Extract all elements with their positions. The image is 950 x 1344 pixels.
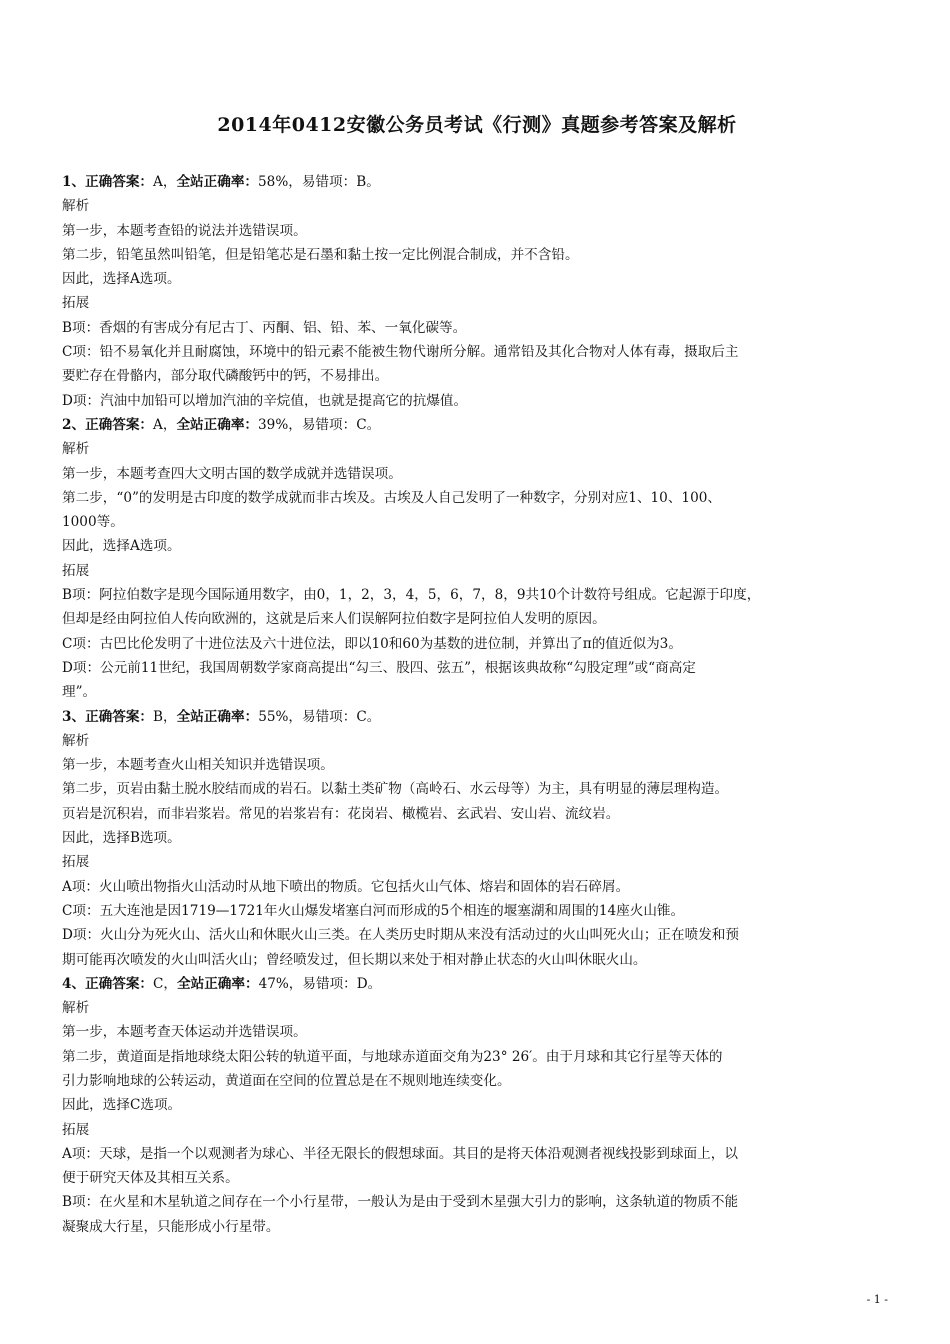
text-line: 第一步，本题考查铅的说法并选错误项。 (62, 222, 307, 239)
site-rate-label: 全站正确率： (177, 975, 259, 992)
question-block (62, 170, 892, 413)
text-line: D项：汽油中加铅可以增加汽油的辛烷值，也就是提高它的抗爆值。 (62, 392, 468, 409)
question-number: 3、 (62, 708, 86, 725)
question-block (62, 705, 892, 972)
question-block (62, 413, 892, 705)
site-rate-label: 全站正确率： (176, 708, 259, 725)
site-rate-value: 55%， (258, 708, 302, 725)
easy-wrong-label: 易错项： (302, 708, 357, 725)
page-title: 2014年0412安徽公务员考试《行测》真题参考答案及解析 (217, 114, 737, 136)
site-rate-value: 39%， (258, 416, 302, 433)
correct-answer-label: 正确答案： (85, 416, 154, 433)
text-line: 解析 (62, 198, 90, 215)
text-line: 引力影响地球的公转运动，黄道面在空间的位置总是在不规则地连续变化。 (62, 1072, 511, 1089)
text-line: A项：火山喷出物指火山活动时从地下喷出的物质。它包括火山气体、熔岩和固体的岩石碎屑。 (62, 878, 630, 895)
text-line: 理”。 (62, 684, 97, 701)
text-line: 解析 (62, 1000, 90, 1017)
text-line: 拓展 (62, 295, 90, 312)
text-line: 第一步，本题考查四大文明古国的数学成就并选错误项。 (62, 465, 402, 482)
correct-answer-label: 正确答案： (85, 708, 154, 725)
question-header (62, 705, 892, 729)
text-line: 第二步，黄道面是指地球绕太阳公转的轨道平面，与地球赤道面交角为23° 26′。由于月球和其它行星等天体的 (62, 1048, 723, 1065)
easy-wrong-value: B。 (356, 174, 380, 190)
question-header (62, 170, 892, 194)
text-line: 因此，选择A选项。 (62, 538, 181, 555)
question-block (62, 972, 892, 1239)
text-line: 拓展 (62, 562, 90, 579)
easy-wrong-label: 易错项： (302, 975, 357, 992)
text-line: 解析 (62, 732, 90, 749)
correct-answer-label: 正确答案： (85, 174, 154, 190)
text-line: 便于研究天体及其相互关系。 (62, 1170, 239, 1187)
easy-wrong-value: C。 (356, 708, 381, 725)
correct-answer-label: 正确答案： (85, 975, 154, 992)
text-line: 期可能再次喷发的火山叫活火山；曾经喷发过，但长期以来处于相对静止状态的火山叫休眠火山。 (62, 951, 647, 968)
question-number: 4、 (62, 975, 86, 992)
text-line: D项：公元前11世纪，我国周朝数学家商高提出“勾三、股四、弦五”，根据该典故称“勾股定理”或“商高定 (62, 659, 696, 676)
text-line: 第一步，本题考查天体运动并选错误项。 (62, 1024, 307, 1041)
text-line: A项：天球，是指一个以观测者为球心、半径无限长的假想球面。其目的是将天体沿观测者视线投影到球面上，以 (62, 1145, 738, 1162)
site-rate-value: 47%， (258, 975, 303, 992)
question-header (62, 413, 892, 437)
text-line: C项：古巴比伦发明了十进位法及六十进位法，即以10和60为基数的进位制，并算出了π的值近似为3。 (62, 635, 682, 652)
page-number: - 1 - (866, 1293, 888, 1306)
text-line: 拓展 (62, 1121, 90, 1138)
question-header (62, 972, 892, 996)
text-line: 第二步，铅笔虽然叫铅笔，但是铅笔芯是石墨和黏土按一定比例混合制成，并不含铅。 (62, 246, 579, 263)
correct-answer-value: C， (153, 975, 178, 992)
text-line: C项：五大连池是因1719—1721年火山爆发堵塞白河而形成的5个相连的堰塞湖和周围的14座火山锥。 (62, 902, 685, 919)
text-line: C项：铅不易氧化并且耐腐蚀，环境中的铅元素不能被生物代谢所分解。通常铅及其化合物对人体有毒，摄取后主 (62, 344, 739, 361)
text-line: 第二步，页岩由黏土脱水胶结而成的岩石。以黏土类矿物（高岭石、水云母等）为主，具有明显的薄层理构造。 (62, 781, 729, 798)
text-line: 因此，选择A选项。 (62, 271, 181, 288)
easy-wrong-label: 易错项： (301, 174, 357, 190)
text-line: B项：阿拉伯数字是现今国际通用数字，由0，1，2，3，4，5，6，7，8，9共10个计数符号组成。它起源于印度， (62, 587, 761, 604)
question-number: 1、 (62, 174, 86, 190)
correct-answer-value: B， (153, 708, 177, 725)
easy-wrong-value: C。 (356, 416, 381, 433)
easy-wrong-value: D。 (356, 975, 382, 992)
text-line: 第二步，“0”的发明是古印度的数学成就而非古埃及。古埃及人自己发明了一种数字，分别对应1、10、100、 (62, 489, 721, 506)
text-line: B项：香烟的有害成分有尼古丁、丙酮、铝、铅、苯、一氧化碳等。 (62, 319, 467, 336)
text-line: 第一步，本题考查火山相关知识并选错误项。 (62, 757, 334, 774)
text-line: 凝聚成大行星，只能形成小行星带。 (62, 1218, 280, 1235)
text-line: 1000等。 (62, 514, 124, 531)
question-number: 2、 (62, 416, 86, 433)
text-line: 但却是经由阿拉伯人传向欧洲的，这就是后来人们误解阿拉伯数字是阿拉伯人发明的原因。 (62, 611, 606, 628)
text-line: 拓展 (62, 854, 90, 871)
text-line: D项：火山分为死火山、活火山和休眠火山三类。在人类历史时期从来没有活动过的火山叫死火山；正在喷发和预 (62, 927, 739, 944)
easy-wrong-label: 易错项： (301, 416, 357, 433)
site-rate-label: 全站正确率： (176, 174, 259, 190)
text-line: B项：在火星和木星轨道之间存在一个小行星带，一般认为是由于受到木星强大引力的影响，这条轨道的物质不能 (62, 1194, 739, 1211)
site-rate-value: 58%， (258, 174, 302, 190)
text-line: 因此，选择C选项。 (62, 1097, 182, 1114)
text-line: 要贮存在骨骼内，部分取代磷酸钙中的钙，不易排出。 (62, 368, 389, 385)
answer-list (62, 170, 892, 1239)
text-line: 因此，选择B选项。 (62, 830, 181, 847)
correct-answer-value: A， (153, 174, 177, 190)
text-line: 页岩是沉积岩，而非岩浆岩。常见的岩浆岩有：花岗岩、橄榄岩、玄武岩、安山岩、流纹岩。 (62, 805, 620, 822)
text-line: 解析 (62, 441, 90, 458)
site-rate-label: 全站正确率： (176, 416, 259, 433)
correct-answer-value: A， (153, 416, 177, 433)
